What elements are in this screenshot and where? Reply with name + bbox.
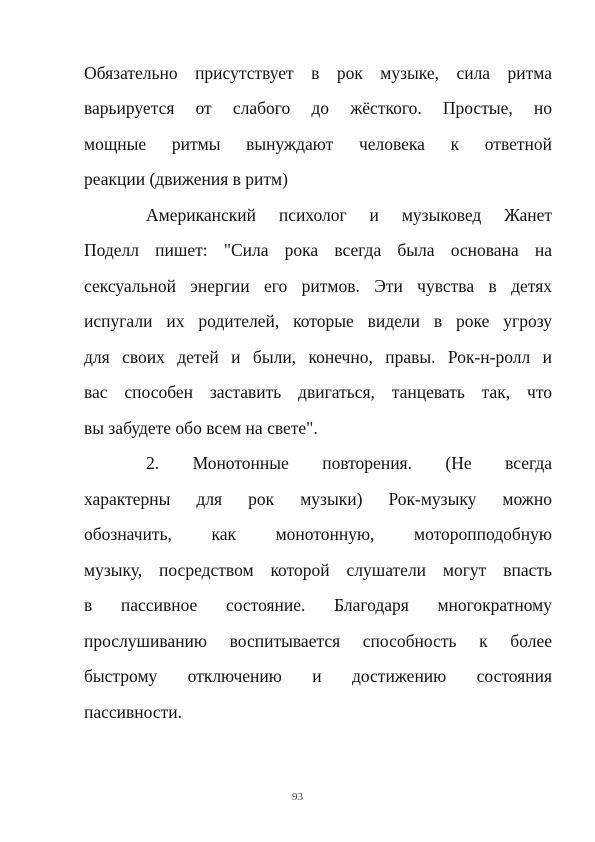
text-line: реакции (движения в ритм) bbox=[84, 169, 288, 189]
text-line: варьируется от слабого до жёсткого. Простые, но bbox=[84, 98, 552, 118]
text-line: Поделл пишет: "Сила рока всегда была основана на bbox=[84, 240, 552, 260]
text-line: мощные ритмы вынуждают человека к ответной bbox=[84, 134, 552, 154]
text-line: музыку, посредством которой слушатели могут впасть bbox=[84, 560, 552, 580]
text-line: Обязательно присутствует в рок музыке, сила ритма bbox=[84, 63, 552, 83]
text-line: 2. Монотонные повторения. (Не всегда bbox=[146, 453, 552, 473]
text-line: для своих детей и были, конечно, правы. Рок-н-ролл и bbox=[84, 347, 552, 367]
text-line: сексуальной энергии его ритмов. Эти чувства в детях bbox=[84, 276, 552, 296]
text-line: в пассивное состояние. Благодаря многократному bbox=[84, 595, 552, 615]
text-line: обозначить, как монотонную, моторопподобную bbox=[84, 524, 552, 544]
text-line: прослушиванию воспитывается способность к более bbox=[84, 631, 552, 651]
text-line: испугали их родителей, которые видели в роке угрозу bbox=[84, 311, 552, 331]
text-line: Американский психолог и музыковед Жанет bbox=[146, 205, 552, 225]
text-line: вы забудете обо всем на свете". bbox=[84, 418, 318, 438]
page-number: 93 bbox=[292, 791, 303, 803]
text-line: быстрому отключению и достижению состояния bbox=[84, 666, 552, 686]
text-line: характерны для рок музыки) Рок-музыку можно bbox=[84, 489, 552, 509]
text-line: пассивности. bbox=[84, 702, 183, 722]
text-line: вас способен заставить двигаться, танцевать так, что bbox=[84, 382, 552, 402]
